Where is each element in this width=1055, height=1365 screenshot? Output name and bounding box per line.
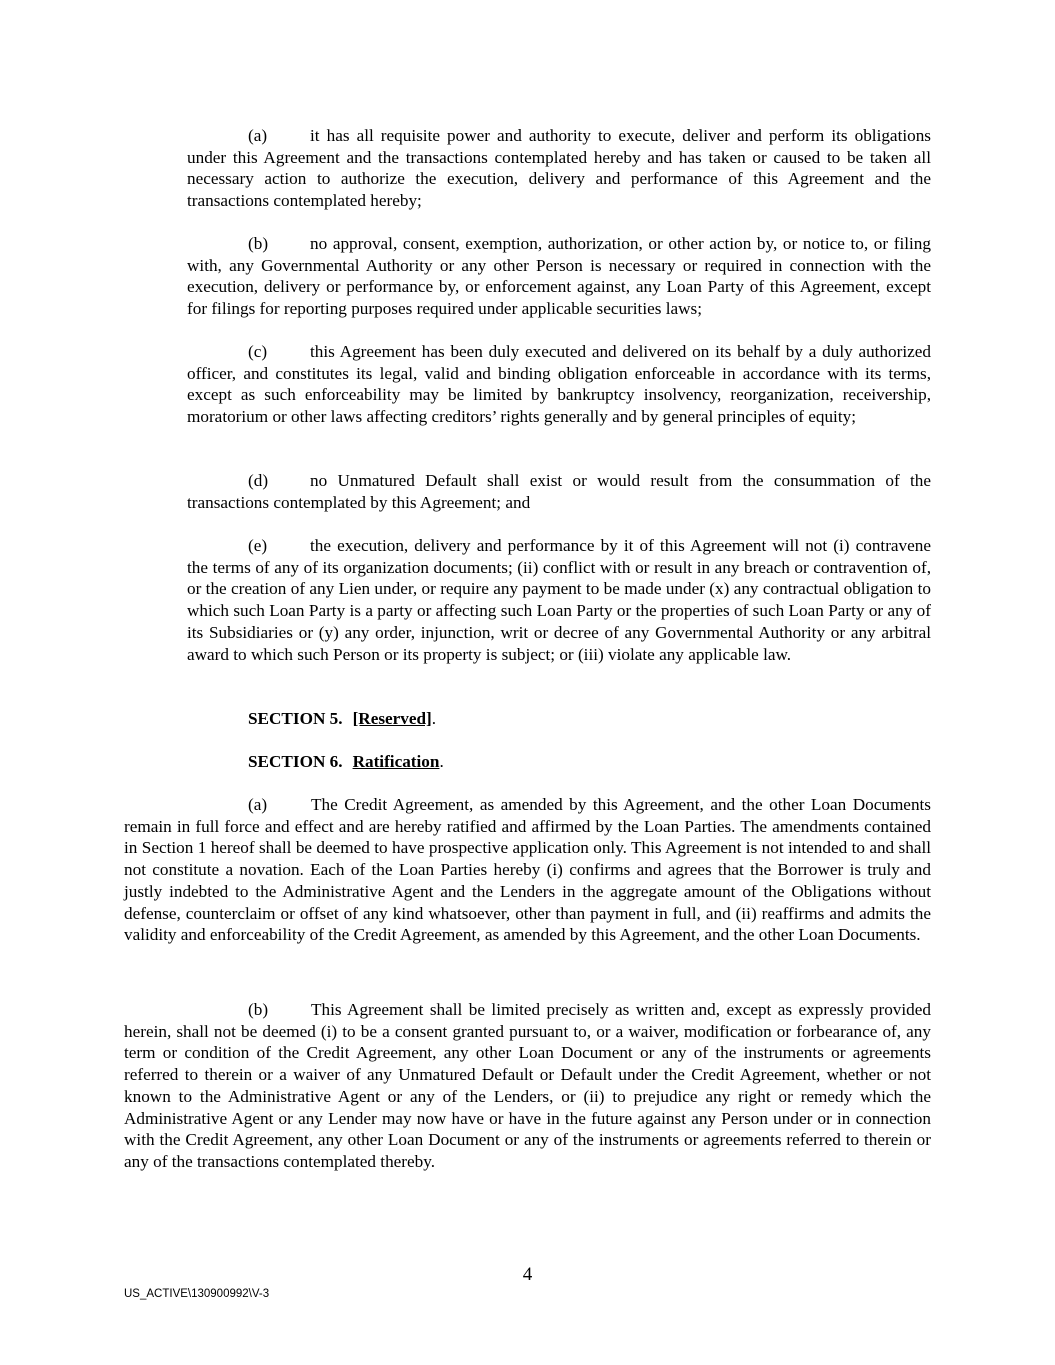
paragraph-text: The Credit Agreement, as amended by this Agreement, and the other Loan Documents remain in full force and effect and are hereby ratified and affirmed by the Loan Parties. The amendments contained in Section 1 hereof shall be deemed to have prospective application only. This Agreement is not intended to and shall not constitute a novation. Each of the Loan Parties hereby (i) confirms and agrees that the Borrower is truly and justly indebted to the Administrative Agent and the Lenders in the aggregate amount of the Obligations without defense, counterclaim or offset of any kind whatsoever, other than payment in full, and (ii) reaffirms and admits the validity and enforceability of the Credit Agreement, as amended by this Agreement, and the other Loan Documents. — [124, 795, 931, 945]
section-6-heading — [248, 751, 444, 773]
section-number: SECTION 6. — [248, 752, 343, 771]
section-title: [Reserved] — [352, 709, 432, 728]
paragraph-text: this Agreement has been duly executed and delivered on its behalf by a duly authorized officer, and constitutes its legal, valid and binding obligation enforceable in accordance with its terms, except as such enforceability may be limited by bankruptcy insolvency, reorganization, receivership, moratorium or other laws affecting creditors’ rights generally and by general principles of equity; — [187, 342, 931, 427]
paragraph-4d — [187, 470, 931, 513]
paragraph-marker: (b) — [248, 234, 269, 253]
paragraph-text: no Unmatured Default shall exist or would result from the consummation of the transactions contemplated by this Agreement; and — [187, 471, 931, 512]
paragraph-marker: (c) — [248, 342, 268, 361]
section-5-heading — [248, 708, 436, 730]
paragraph-marker: (a) — [248, 795, 268, 814]
section-title-trail: . — [431, 709, 437, 728]
section-number: SECTION 5. — [248, 709, 343, 728]
paragraph-4e — [187, 535, 931, 665]
paragraph-4c — [187, 341, 931, 428]
paragraph-text: This Agreement shall be limited precisely as written and, except as expressly provided herein, shall not be deemed (i) to be a consent granted pursuant to, or a waiver, modification or forbearance of, any term or condition of the Credit Agreement, any other Loan Document or any of the instruments or agreements referred to therein or a waiver of any Unmatured Default or Default under the Credit Agreement, whether or not known to the Administrative Agent or any of the Lenders, or (ii) to prejudice any right or remedy which the Administrative Agent or any Lender may now have or have in the future against any Person under or in connection with the Credit Agreement, any other Loan Document or any of the instruments or agreements referred to therein or any of the transactions contemplated thereby. — [124, 1000, 931, 1171]
paragraph-marker: (e) — [248, 536, 268, 555]
document-id: US_ACTIVE\130900992\V-3 — [124, 1288, 270, 1300]
paragraph-marker: (b) — [248, 1000, 269, 1019]
paragraph-6a — [124, 794, 931, 946]
paragraph-4b — [187, 233, 931, 320]
paragraph-text: the execution, delivery and performance by it of this Agreement will not (i) contravene the terms of any of its organization documents; (ii) conflict with or result in any breach or contravention of, or the creation of any Lien under, or require any payment to be made under (x) any contractual obligation to which such Loan Party is a party or affecting such Loan Party or the properties of such Loan Party or any of its Subsidiaries or (y) any order, injunction, writ or decree of any Governmental Authority or any arbitral award to which such Person or its property is subject; or (iii) violate any applicable law. — [187, 536, 931, 664]
paragraph-text: no approval, consent, exemption, authorization, or other action by, or notice to, or filing with, any Governmental Authority or any other Person is necessary or required in connection with the execution, delivery or performance by, or enforcement against, any Loan Party of this Agreement, except for filings for reporting purposes required under applicable securities laws; — [187, 234, 931, 319]
page-number: 4 — [522, 1264, 533, 1285]
section-title-trail: . — [439, 752, 444, 771]
section-title: Ratification — [352, 752, 440, 771]
paragraph-marker: (d) — [248, 471, 269, 490]
paragraph-4a — [187, 125, 931, 212]
paragraph-text: it has all requisite power and authority to execute, deliver and perform its obligations under this Agreement and the transactions contemplated hereby and has taken or caused to be taken all necessary action to authorize the execution, delivery and performance of this Agreement and the transactions contemplated hereby; — [187, 126, 931, 211]
paragraph-6b — [124, 999, 931, 1173]
paragraph-marker: (a) — [248, 126, 268, 145]
